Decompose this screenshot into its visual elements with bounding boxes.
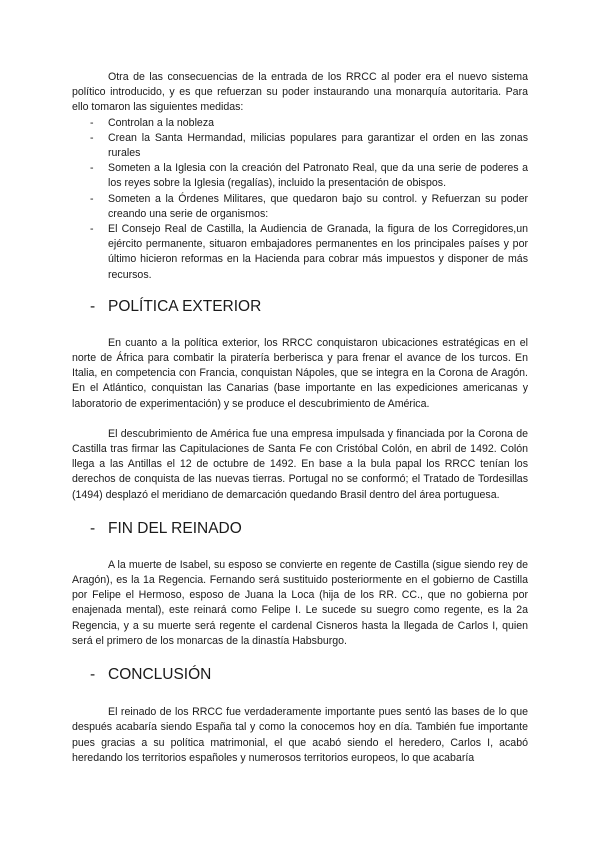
intro-paragraph: Otra de las consecuencias de la entrada de los RRCC al poder era el nuevo sistema político introducido, y es que refuerzan su poder instaurando una monarquía autoritaria. Para ello tomaron las siguientes medidas: (72, 71, 528, 114)
heading-dash: - (90, 297, 96, 315)
list-item: - El Consejo Real de Castilla, la Audiencia de Granada, la figura de los Corregidores,un ejército permanente, situaron embajadores permanentes en los principales países y por último hicieron reformas en la Hacienda para cobrar más impuestos y disponer de más recursos. (72, 222, 528, 283)
conclusion-paragraph: El reinado de los RRCC fue verdaderamente importante pues sentó las bases de lo que después acabaría siendo España tal y como la conocemos hoy en día. También fue importante pues gracias a su política matrimonial, el que acabó siendo el heredero, Carlos I, acabó heredando los territorios españoles y numerosos territorios europeos, lo que acabaría (72, 706, 528, 764)
heading-fin-del-reinado (72, 519, 528, 539)
heading-conclusion (72, 665, 528, 685)
heading-text: POLÍTICA EXTERIOR (108, 297, 262, 315)
list-item: - Controlan a la nobleza (72, 116, 528, 131)
list-item: - Someten a la Órdenes Militares, que quedaron bajo su control. y Refuerzan su poder creando una serie de organismos: (72, 192, 528, 222)
heading-dash: - (90, 519, 96, 537)
measures-list (72, 116, 528, 283)
list-item: - Crean la Santa Hermandad, milicias populares para garantizar el orden en las zonas rurales (72, 131, 528, 161)
fin-paragraph: A la muerte de Isabel, su esposo se convierte en regente de Castilla (sigue siendo rey de Aragón), es la 1a Regencia. Fernando será sustituido posteriormente en el gobierno de Castilla por Felipe el Hermoso, esposo de Juana la Loca (hija de los RR. CC., que no gobierna por enajenada mental), este reinará como Felipe I. Le sucede su suegro como regente, es la 2a Regencia, y a su muerte será regente el cardenal Cisneros hasta la llegada de Carlos I, quien será el primero de los monarcas de la dinastía Habsburgo. (72, 558, 528, 647)
heading-dash: - (90, 666, 96, 684)
heading-text: FIN DEL REINADO (108, 519, 242, 537)
exterior-paragraph-1: En cuanto a la política exterior, los RRCC conquistaron ubicaciones estratégicas en el norte de África para combatir la piratería berberisca y para frenar el avance de los turcos. En Italia, en competencia con Francia, conquistan Nápoles, que se integra en la Corona de Aragón. En el Atlántico, conquistan las Canarias (base importante en las expediciones americanas y laboratorio de experimentación) y se produce el descubrimiento de América. (72, 336, 528, 410)
document-page (72, 70, 528, 766)
heading-text: CONCLUSIÓN (108, 666, 212, 684)
heading-politica-exterior (72, 297, 528, 317)
exterior-paragraph-2: El descubrimiento de América fue una empresa impulsada y financiada por la Corona de Castilla tras firmar las Capitulaciones de Santa Fe con Cristóbal Colón, en abril de 1492. Colón llega a las Antillas el 12 de octubre de 1492. En base a la bula papal los RRCC tenían los derechos de conquista de las nuevas tierras. Portugal no se conformó; el Tratado de Tordesillas (1494) desplazó el meridiano de demarcación quedando Brasil dentro del área portuguesa. (72, 427, 528, 501)
list-item: - Someten a la Iglesia con la creación del Patronato Real, que da una serie de poderes a los reyes sobre la Iglesia (regalías), incluido la presentación de obispos. (72, 161, 528, 191)
